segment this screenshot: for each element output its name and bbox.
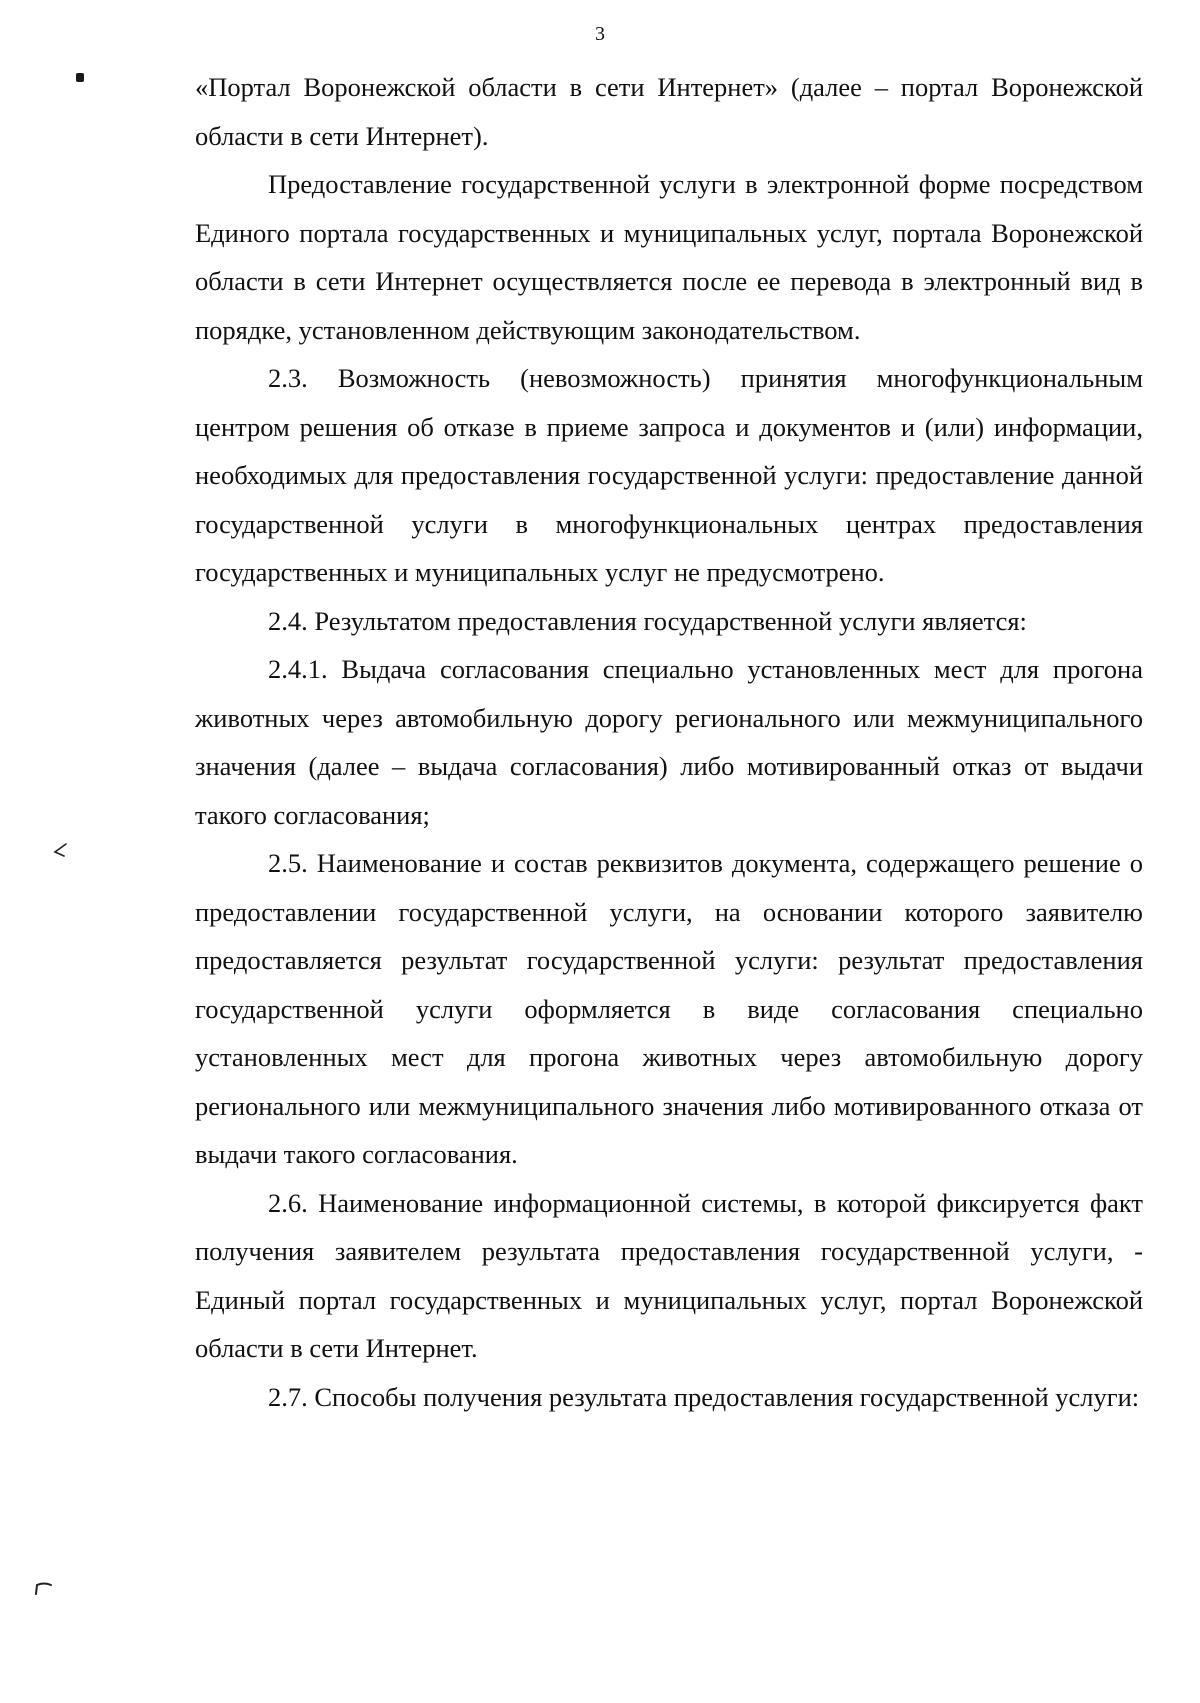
paragraph-2-5: 2.5. Наименование и состав реквизитов документа, содержащего решение о предоставлении государственной услуги, на основании которого заявителю предоставляется результат государственной услуги: результат предоставления государственной услуги оформляется в виде согласования специально установленных мест для прогона животных через автомобильную дорогу регионального или межмуниципального значения либо мотивированного отказа от выдачи такого согласования. — [195, 848, 1143, 1169]
paragraph-2-7: 2.7. Способы получения результата предоставления государственной услуги: — [268, 1381, 1140, 1412]
paragraph-electronic-form: Предоставление государственной услуги в электронной форме посредством Единого портала государственных и муниципальных услуг, портала Воронежской области в сети Интернет осуществляется после ее перевода в электронный вид в порядке, установленном действующим законодательством. — [195, 169, 1143, 345]
paragraph-2-4-1: 2.4.1. Выдача согласования специально установленных мест для прогона животных через автомобильную дорогу регионального или межмуниципального значения (далее – выдача согласования) либо мотивированный отказ от выдачи такого согласования; — [195, 654, 1143, 830]
document-body — [195, 63, 1143, 1421]
page-number: 3 — [595, 23, 605, 45]
paragraph-portal-name: «Портал Воронежской области в сети Интернет» (далее – портал Воронежской области в сети Интернет). — [195, 72, 1143, 151]
scan-checkmark-speck — [52, 842, 68, 858]
paragraph-2-6: 2.6. Наименование информационной системы, в которой фиксируется факт получения заявителем результата предоставления государственной услуги, - Единый портал государственных и муниципальных услуг, портал Воронежской области в сети Интернет. — [195, 1187, 1143, 1363]
scan-speck-mark — [76, 73, 84, 82]
paragraph-2-3: 2.3. Возможность (невозможность) принятия многофункциональным центром решения об отказе в приеме запроса и документов и (или) информации, необходимых для предоставления государственной услуги: предоставление данной государственной услуги в многофункциональных центрах предоставления государственных и муниципальных услуг не предусмотрено. — [195, 363, 1143, 587]
paragraph-2-4: 2.4. Результатом предоставления государственной услуги является: — [268, 605, 1027, 636]
scan-flag-speck — [33, 1581, 53, 1595]
